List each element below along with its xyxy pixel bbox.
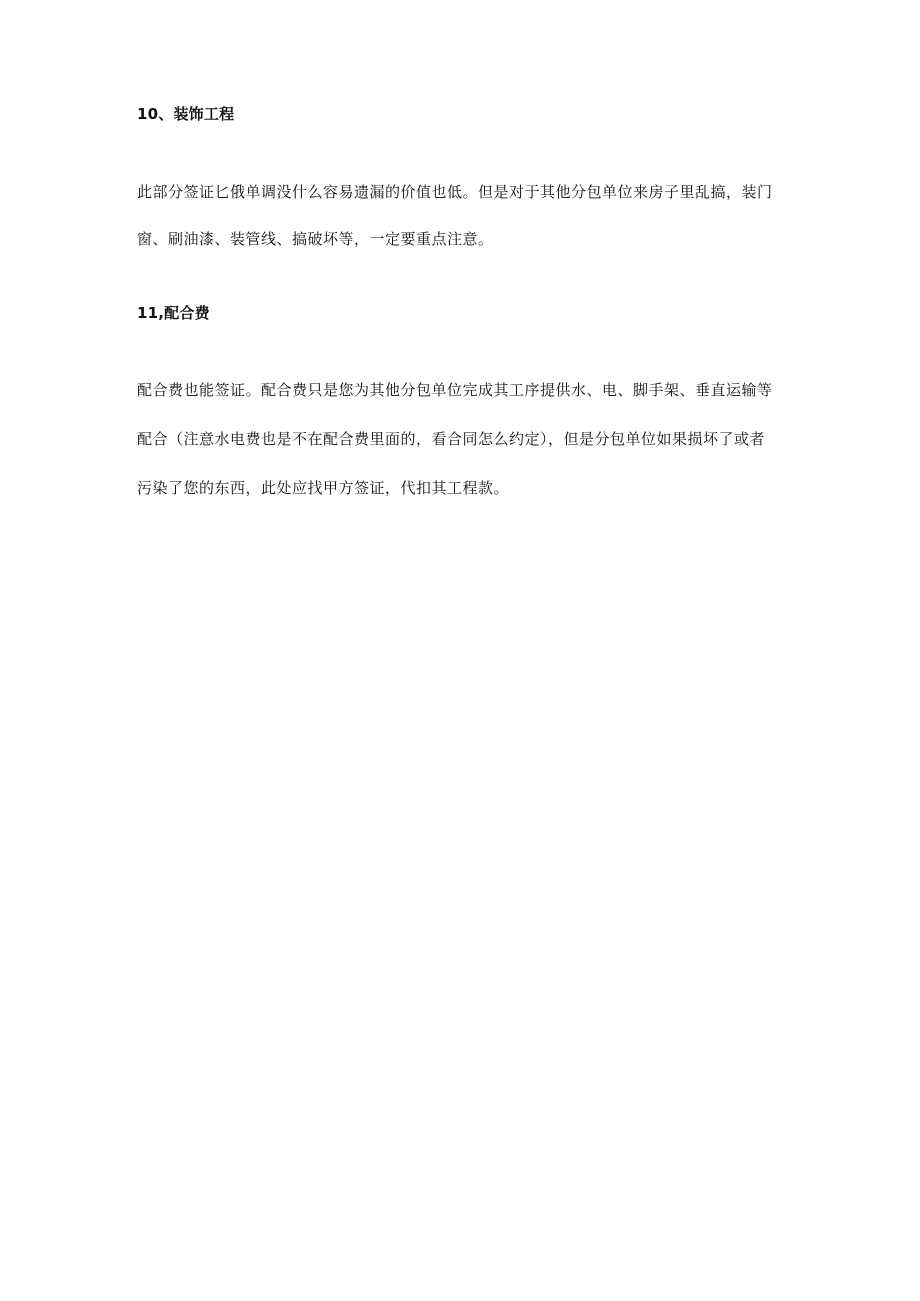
paragraph-line: 窗、刷油漆、装管线、搞破坏等，一定要重点注意。 (137, 230, 494, 248)
paragraph-line: 配合（注意水电费也是不在配合费里面的，看合同怎么约定），但是分包单位如果损坏了或者 (137, 430, 766, 448)
paragraph-line: 污染了您的东西，此处应找甲方签证，代扣其工程款。 (137, 479, 510, 497)
paragraph-line: 配合费也能签证。配合费只是您为其他分包单位完成其工序提供水、电、脚手架、垂直运输等 (137, 381, 773, 399)
section-heading-decoration: 10、装饰工程 (137, 105, 235, 123)
paragraph-line: 此部分签证匕俄单调没什么容易遗漏的价值也低。但是对于其他分包单位来房子里乱搞，装门 (137, 183, 773, 201)
section-heading-coordination-fee: 11,配合费 (137, 304, 210, 322)
